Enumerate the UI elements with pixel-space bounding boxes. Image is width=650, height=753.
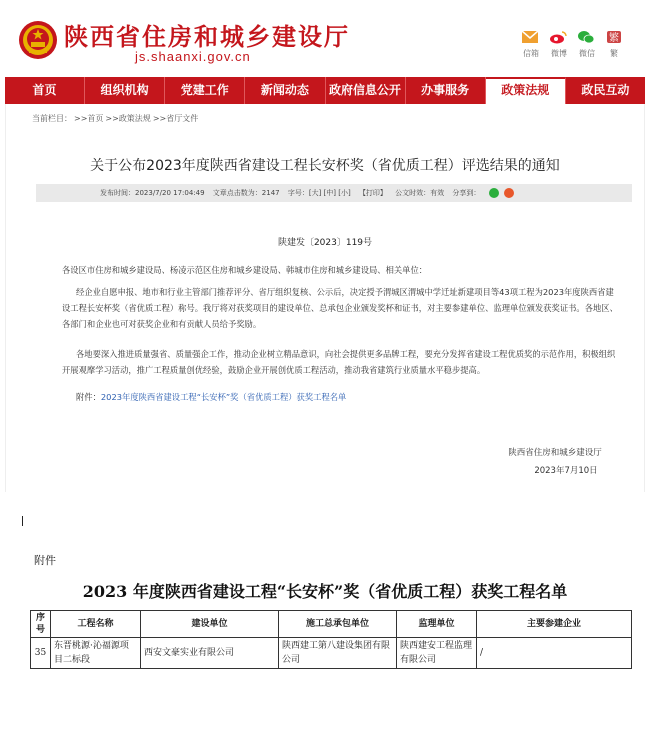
publish-time: 发布时间：2023/7/20 17:04:49 (100, 189, 205, 197)
breadcrumb (32, 113, 200, 124)
breadcrumb-provincial-docs[interactable]: >>省厅文件 (152, 114, 199, 123)
mail-label: 信箱 (523, 49, 539, 58)
traditional-chinese-link[interactable] (605, 30, 623, 58)
font-size-controls[interactable]: 字号：[大] [中] [小] (287, 189, 351, 197)
paragraph-2: 各地要深入推进质量强省、质量强企工作，推动企业树立精品意识，向社会提供更多品牌工程，要充分发挥省建设工程优质奖的示范作用，积极组织开展观摩学习活动，推广工程质量创优经验，鼓励企业开展创优质工程活动，推动我省建筑行业质量水平稳步提高。 (62, 349, 616, 375)
share-wechat-icon[interactable] (489, 188, 499, 198)
attachment-link[interactable]: 2023年度陕西省建设工程“长安杯”奖（省优质工程）获奖工程名单 (100, 392, 347, 402)
attachment-doc-label: 附件 (34, 554, 56, 567)
award-list-table (30, 610, 632, 669)
wechat-link[interactable] (577, 30, 595, 58)
col-header-participants: 主要参建企业 (477, 611, 632, 638)
weibo-label: 微博 (551, 49, 567, 58)
breadcrumb-home[interactable]: >>首页 (74, 114, 104, 123)
breadcrumb-prefix: 当前栏目： (32, 114, 72, 123)
main-nav (5, 77, 645, 104)
table-row (31, 638, 632, 669)
nav-home[interactable]: 首页 (5, 77, 85, 104)
col-header-contractor: 施工总承包单位 (279, 611, 397, 638)
signature-org: 陕西省住房和城乡建设厅 (508, 448, 602, 458)
table-header-row (31, 611, 632, 638)
col-header-supervisor: 监理单位 (397, 611, 477, 638)
traditional-chinese-icon (605, 30, 623, 44)
nav-gov-info[interactable]: 政府信息公开 (326, 77, 406, 104)
attachment-prefix: 附件： (76, 392, 101, 402)
share-weibo-icon[interactable] (504, 188, 514, 198)
click-count: 文章点击数为：2147 (212, 189, 280, 197)
nav-services[interactable]: 办事服务 (406, 77, 486, 104)
weibo-link[interactable] (549, 30, 567, 58)
signature-date: 2023年7月10日 (534, 466, 598, 476)
cell-participants: / (477, 638, 632, 669)
doc-validity: 公文时效：有效 (395, 189, 445, 197)
site-title[interactable]: 陕西省住房和城乡建设厅 (64, 22, 350, 51)
nav-party-building[interactable]: 党建工作 (165, 77, 245, 104)
article-meta-bar (36, 184, 632, 202)
nav-organization[interactable]: 组织机构 (85, 77, 165, 104)
attachment-line (76, 391, 346, 403)
nav-news[interactable]: 新闻动态 (245, 77, 325, 104)
recipients: 各设区市住房和城乡建设局、杨凌示范区住房和城乡建设局、韩城市住房和城乡建设局、相关单位： (62, 265, 428, 275)
mail-icon (521, 30, 539, 44)
svg-text:繁: 繁 (609, 33, 619, 44)
national-emblem-icon (18, 20, 58, 60)
wechat-icon (577, 30, 595, 44)
cell-project: 东晋桃源·沁福源项目二标段 (51, 638, 141, 669)
cell-seq: 35 (31, 638, 51, 669)
col-header-owner: 建设单位 (141, 611, 279, 638)
cell-contractor: 陕西建工第八建设集团有限公司 (279, 638, 397, 669)
site-domain: js.shaanxi.gov.cn (135, 49, 251, 64)
weibo-icon (549, 30, 567, 44)
breadcrumb-policy[interactable]: >>政策法规 (105, 114, 151, 123)
wechat-label: 微信 (579, 49, 595, 58)
col-header-project: 工程名称 (51, 611, 141, 638)
mail-link[interactable] (521, 30, 539, 58)
header-share-icons (521, 30, 623, 58)
paragraph-1: 经企业自愿申报、地市和行业主管部门推荐评分、省厅组织复核、公示后，决定授予渭城区渭城中学迁址新建项目等43项工程为2023年度陕西省建设工程长安杯奖（省优质工程）称号。我厅将对获奖项目的建设单位、总承包企业颁发奖杯和证书，对主要参建单位、监理单位颁发获奖证书。各地区、各部门和企业也可对获奖企业和有贡献人员给予奖励。 (62, 287, 618, 329)
document-number: 陕建发〔2023〕119号 (277, 238, 373, 248)
site-header (0, 0, 650, 76)
cell-supervisor: 陕西建安工程监理有限公司 (397, 638, 477, 669)
col-header-seq: 序号 (31, 611, 51, 638)
cell-owner: 西安文豪实业有限公司 (141, 638, 279, 669)
nav-interaction[interactable]: 政民互动 (581, 83, 630, 97)
traditional-chinese-label: 繁 (610, 49, 618, 58)
article-title: 关于公布2023年度陕西省建设工程长安杯奖（省优质工程）评选结果的通知 (90, 158, 560, 174)
attachment-doc-title: 2023 年度陕西省建设工程“长安杯”奖（省优质工程）获奖工程名单 (82, 582, 568, 601)
text-cursor (22, 516, 23, 526)
share-label: 分享到： (452, 189, 481, 197)
nav-policy[interactable]: 政策法规 (486, 77, 566, 104)
print-button[interactable]: 【打印】 (358, 189, 387, 197)
